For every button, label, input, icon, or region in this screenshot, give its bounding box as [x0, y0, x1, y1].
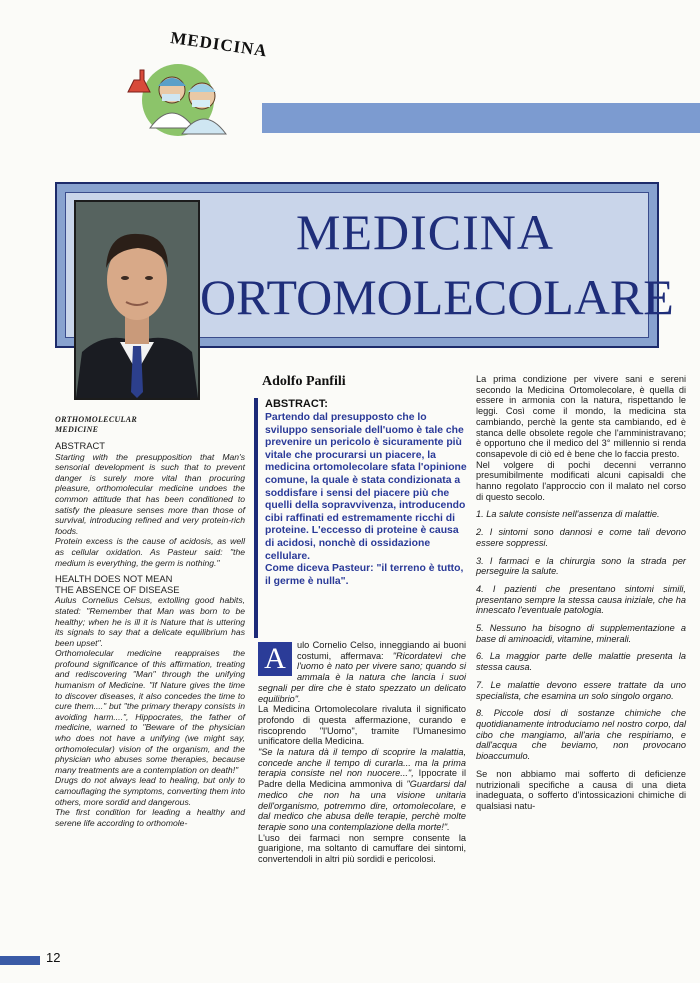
page-number: 12 [46, 950, 61, 965]
body-column-right [476, 374, 686, 812]
body-paragraph: L'uso dei farmaci non sempre consente la guarigione, ma soltanto di camuffare dei sintomi, convertendoli in altri più sordidi e pericolosi. [258, 832, 466, 865]
body-paragraph [258, 640, 466, 704]
list-item: 8. Piccole dosi di sostanze chimiche che quotidianamente introduciamo nel nostro corpo, dal cibo che mangiamo, all'aria che respiriamo, e dall'acqua che beviamo, non provocano bioaccumulo. [476, 708, 686, 762]
abstract-quote: Come diceva Pasteur: "il terreno è tutto, il germe è nulla". [265, 563, 464, 587]
english-paragraph: The first condition for leading a healthy and serene life according to orthomole- [55, 807, 245, 828]
list-item: 5. Nessuno ha bisogno di supplementazione a base di aminoacidi, vitamine, minerali. [476, 623, 686, 644]
article-title-line1: MEDICINA [296, 204, 554, 260]
abstract-box [254, 398, 469, 638]
body-quote: "Guardarsi dal medico che non ha una visione unitaria dell'organismo, potremmo dire, ortomolecolare, e dal medico che abusa delle terapie, perchè molte terapie sono una contemplazione della morte!". [258, 779, 466, 832]
english-paragraph: Protein excess is the cause of acidosis, as well as cellular oxidation. As Pasteur said: "the medium is everything, the germ is nothing." [55, 536, 245, 568]
article-title-line2: ORTOMOLECOLARE [200, 269, 674, 325]
english-subheading: HEALTH DOES NOT MEAN [55, 573, 173, 585]
english-paragraph: Drugs do not always lead to healing, but only to camouflaging the symptoms, converting them into others, more sordid and dangerous. [55, 775, 245, 807]
body-paragraph: La prima condizione per vivere sani e sereni secondo la Medicina Ortomolecolare, è quella di essere in armonia con la natura, rispettando le leggi. Così come il mondo, la medicina sta cambiando, perchè la gente sta cambiando, ed è stanca delle obsolete regole che l'amministravano; è opportuno che il medico del 3° millennio si renda consapevole di ciò ed è bene che lo faccia presto. [476, 374, 686, 459]
english-paragraph: Starting with the presupposition that Man's sensorial development is such that to prevent danger is surely more vital than procuring pleasure, orthomolecular medicine undoes the common attitude that has been conditioned to satisfy the pleasure senses more than those of survival, introducing refined and very protein-rich foods. [55, 451, 245, 536]
english-paragraph: Orthomolecular medicine reappraises the profound significance of this affirmation, treating and rediscovering "Man" through the unifying humanism of Medicine. "If Nature gives the time to discover diseases, it also concedes the time to cure them...." but "the primary therapy consists in avoiding harm....", Hippocrates, the father of medicine, warned to "Beware of the physician who does not have a unifying (we might say, orthomolecular) vision of the organism, and the physician who abuses some therapies, because many treatments are a contemplation on death!" [55, 648, 245, 775]
list-item: 2. I sintomi sono dannosi e come tali devono essere soppressi. [476, 527, 686, 548]
footer-bar [0, 956, 40, 965]
english-summary-column [55, 415, 245, 828]
author-photo [74, 200, 200, 400]
header-bar [262, 103, 700, 133]
body-column-middle [258, 640, 466, 865]
section-label: MEDICINA [169, 28, 269, 61]
list-item: 4. I pazienti che presentano sintomi simili, presentano sempre la stessa causa iniziale, che ha innescato l'eventuale patologia. [476, 583, 686, 616]
author-name: Adolfo Panfili [262, 374, 346, 389]
body-quote: "Ricordatevi che l'uomo è nato per vivere sano; quando si ammala è la natura che lancia i suoi segnali per dire che è stato spezzato un delicato equilibrio". [258, 650, 466, 704]
abstract-text: Partendo dal presupposto che lo sviluppo sensoriale dell'uomo è tale che prevenire un pericolo è sicuramente più vitale che procurarsi un piacere, la medicina ortomolecolare sfata l'opinione comune, la quale è stata condizionata a soddisfare i sensi del piacere più che quelli della sopravvivenza, introducendo cibi raffinati ed estremamente ricchi di proteine. L'eccesso di proteine è causa di acidosi, nonchè di ossidazione cellulare. [265, 412, 467, 562]
list-item: 1. La salute consiste nell'assenza di malattie. [476, 509, 660, 520]
list-item: 6. La maggior parte delle malattie presenta la stessa causa. [476, 651, 686, 673]
list-item: 7. Le malattie devono essere trattate da uno specialista, che esamina un solo singolo organo. [476, 679, 686, 701]
body-paragraph [258, 747, 466, 833]
body-paragraph: La Medicina Ortomolecolare rivaluta il significato profondo di questa affermazione, curando e riscoprendo "l'Uomo", tramite l'Umanesimo unificatore della Medicina. [258, 704, 466, 747]
body-text: ulo Cornelio Celso, inneggiando ai buoni costumi, affermava: [297, 640, 466, 661]
body-text: Ippocrate il Padre della Medicina ammoniva di [258, 768, 466, 790]
body-quote: "Se la natura dà il tempo di scoprire la malattia, concede anche il tempo di curarla... ma la prima terapia consiste nel non nuocere...", [258, 747, 466, 779]
body-paragraph: Se non abbiamo mai sofferto di deficienze nutrizionali specifiche a causa di una dieta inadeguata, o sofferto d'intossicazioni chimiche di qualsiasi natu- [476, 768, 686, 811]
english-section-tag: ORTHOMOLECULAR [55, 415, 137, 424]
drop-cap: A [258, 642, 292, 676]
abstract-heading: ABSTRACT: [265, 398, 328, 410]
english-abstract-heading: ABSTRACT [55, 440, 106, 451]
body-paragraph: Nel volgere di pochi decenni verranno presumibilmente modificati alcuni capisaldi che hanno regolato l'approccio con il malato nel corso di questo secolo. [476, 459, 686, 502]
english-section-tag-2: MEDICINE [55, 425, 99, 434]
english-subheading-2: THE ABSENCE OF DISEASE [55, 583, 180, 595]
list-item: 3. I farmaci e la chirurgia sono la strada per perseguire la salute. [476, 555, 686, 577]
english-paragraph: Aulus Cornelius Celsus, extolling good habits, stated: "Remember that Man was born to be healthy; when he is ill it is Nature that is uttering its signals to say that a delicate equilibrium has been upset". [55, 595, 245, 648]
